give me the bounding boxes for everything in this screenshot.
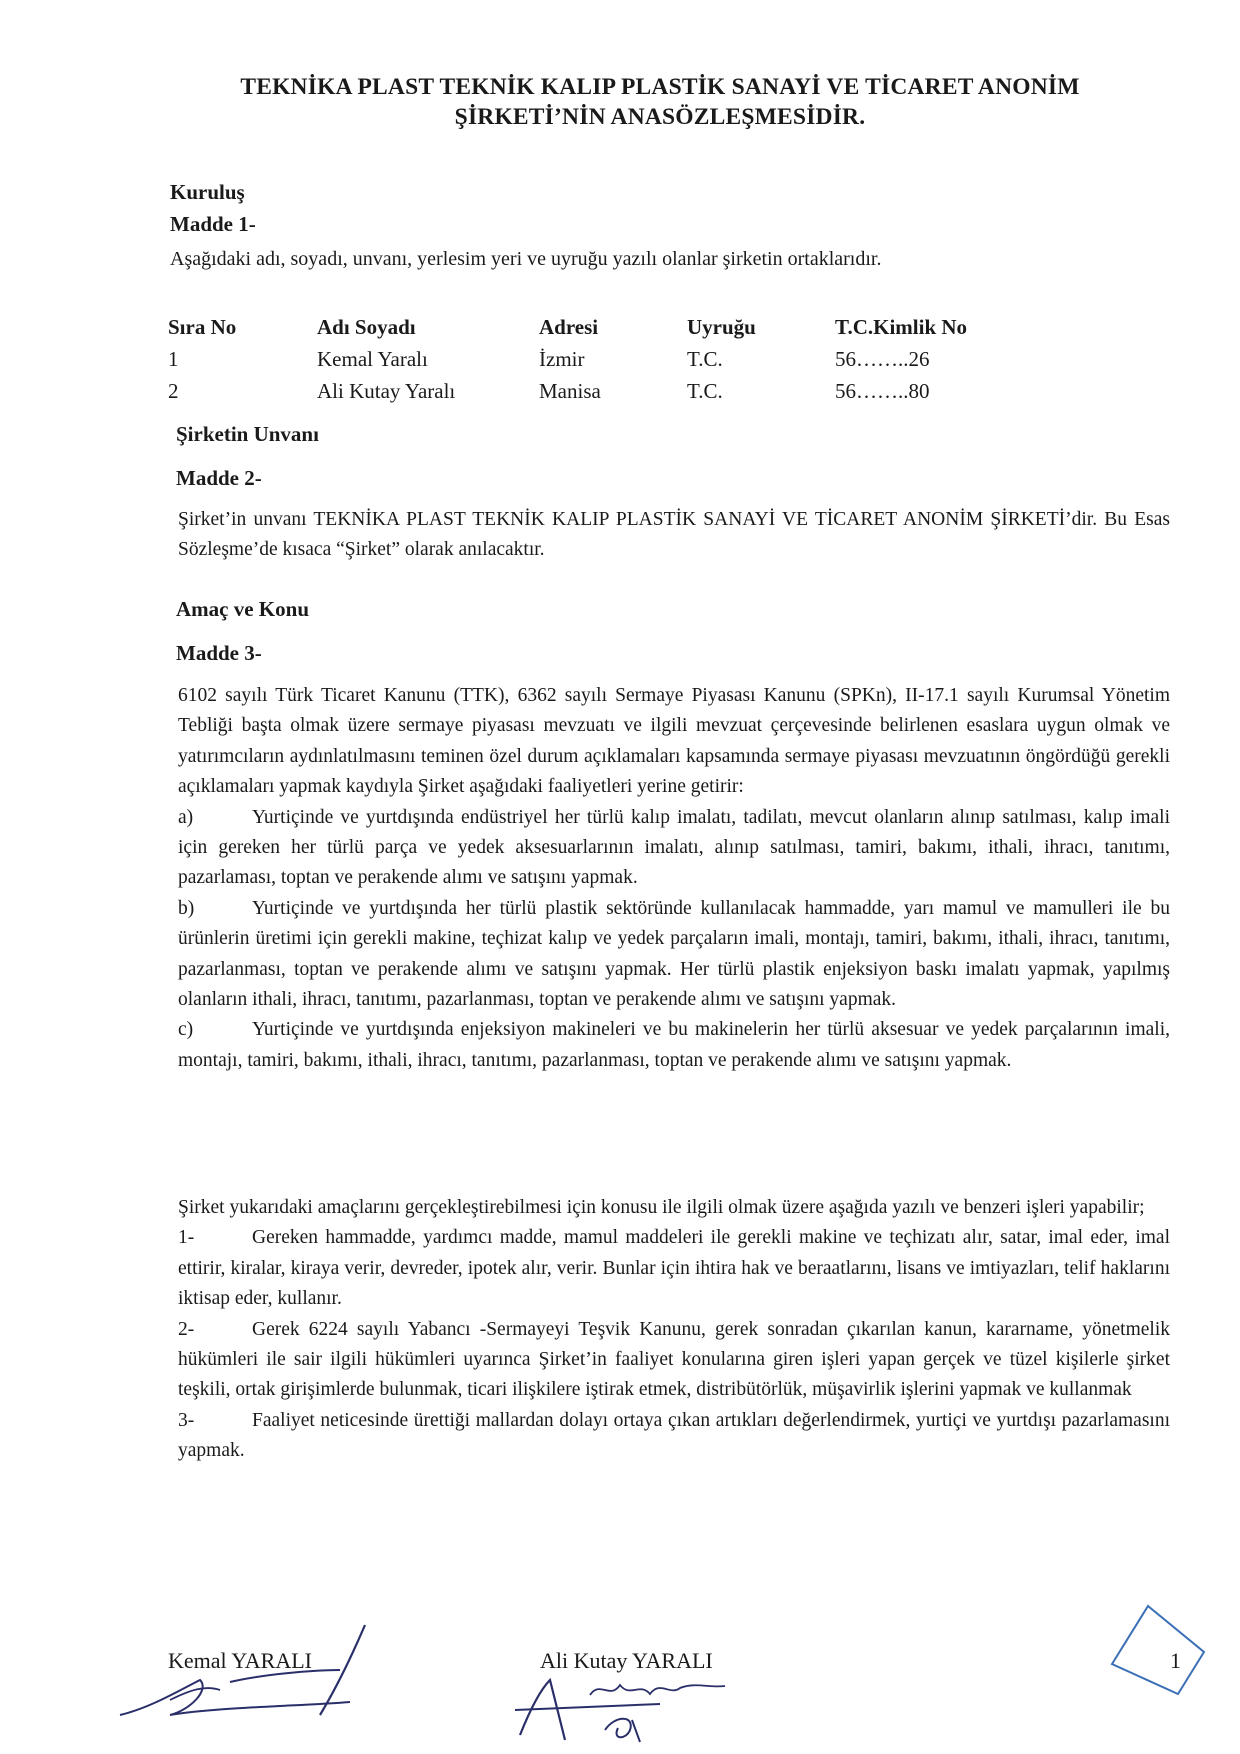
table-cell: İzmir	[539, 346, 585, 371]
table-cell: T.C.	[687, 346, 723, 371]
list-item-text: Gereken hammadde, yardımcı madde, mamul maddeleri ile gerekli makine ve teçhizatı alır, satar, imal eder, imal ettirir, kiralar, kiraya verir, devreder, ipotek alır, verir. Bunlar için ihtira hak ve beraatlarını, lisans ve imtiyazları, telif haklarını iktisap eder, kullanır.	[178, 1227, 1170, 1310]
article-1-label: Madde 1-	[170, 212, 256, 236]
title-line-2: ŞİRKETİ’NİN ANASÖZLEŞMESİDİR.	[454, 104, 866, 130]
article-2-label: Madde 2-	[176, 466, 262, 490]
list-marker: b)	[178, 897, 195, 919]
article-3-secondary	[178, 1193, 1170, 1467]
list-item-text: Yurtiçinde ve yurtdışında enjeksiyon makineleri ve bu makinelerin her türlü aksesuar ve yedek parçalarının imali, montajı, tamiri, bakımı, ithali, ihracı, tanıtımı, pazarlanması, toptan ve perakende alımı ve satışını yapmak.	[178, 1019, 1170, 1071]
article-3-label: Madde 3-	[176, 641, 262, 665]
handwritten-signature-right	[500, 1670, 780, 1750]
column-header: Uyruğu	[687, 314, 756, 339]
list-item	[178, 1015, 1170, 1076]
article-1-intro: Aşağıdaki adı, soyadı, unvanı, yerlesim yeri ve uyruğu yazılı olanlar şirketin ortaklarıdır.	[170, 248, 882, 270]
article-2-text	[178, 505, 1170, 566]
document-title	[160, 72, 1160, 132]
list-marker: a)	[178, 806, 194, 828]
list-item	[178, 1223, 1170, 1314]
secondary-intro: Şirket yukarıdaki amaçlarını gerçekleştirebilmesi için konusu ile ilgili olmak üzere aşağıda yazılı ve benzeri işleri yapabilir;	[178, 1197, 1145, 1218]
list-item	[178, 1406, 1170, 1467]
column-header: Sıra No	[168, 314, 237, 339]
table-cell: 1	[168, 346, 179, 371]
table-cell: Ali Kutay Yaralı	[317, 378, 456, 403]
table-header-row	[168, 311, 1015, 343]
list-marker: 2-	[178, 1318, 195, 1340]
article-3-body	[178, 681, 1170, 1076]
column-header: Adı Soyadı	[317, 314, 416, 339]
table-cell: 56……..26	[835, 346, 930, 371]
section-heading-kurulus: Kuruluş	[170, 180, 245, 204]
signature-name-left: Kemal YARALI	[168, 1648, 312, 1673]
table-row	[168, 343, 1015, 375]
list-item	[178, 1315, 1170, 1406]
list-item	[178, 803, 1170, 894]
table-cell: Kemal Yaralı	[317, 346, 428, 371]
table-cell: T.C.	[687, 378, 723, 403]
section-heading-amac: Amaç ve Konu	[176, 597, 309, 621]
title-line-1: TEKNİKA PLAST TEKNİK KALIP PLASTİK SANAYİ VE TİCARET ANONİM	[240, 74, 1080, 100]
list-item-text: Yurtiçinde ve yurtdışında her türlü plastik sektöründe kullanılacak hammadde, yarı mamul ve mamulleri ile bu ürünlerin üretimi için gerekli makine, teçhizat kalıp ve yedek parçaların imali, montajı, tamiri, bakımı, ithali, ihracı, tanıtımı, pazarlanması, toptan ve perakende alımı ve satışını yapmak. Her türlü plastik enjeksiyon baskı imalatı yapmak, yapılmış olanların ithali, ihracı, tanıtımı, pazarlanması, toptan ve perakende alımı ve satışını yapmak.	[178, 897, 1170, 1011]
list-item-text: Yurtiçinde ve yurtdışında endüstriyel her türlü kalıp imalatı, tadilatı, mevcut olanların alınıp satılması, kalıp imali için gereken her türlü parça ve yedek aksesuarlarının imalatı, alınıp satılması, tamiri, bakımı, ithali, ihracı, tanıtımı, pazarlaması, toptan ve perakende alımı ve satışını yapmak.	[178, 806, 1170, 889]
column-header: T.C.Kimlik No	[835, 314, 968, 339]
article-3-intro: 6102 sayılı Türk Ticaret Kanunu (TTK), 6362 sayılı Sermaye Piyasası Kanunu (SPKn), II-17.1 sayılı Kurumsal Yönetim Tebliği başta olmak üzere sermaye piyasası mevzuatı ve ilgili mevzuat çerçevesinde belirlenen esaslara uygun olmak ve yatırımcıların aydınlatılmasını teminen özel durum açıklamaları kapsamında sermaye piyasası mevzuatının öngördüğü gerekli açıklamaları yapmak kaydıyla Şirket aşağıdaki faaliyetleri yerine getirir:	[178, 685, 1170, 798]
signature-name-right: Ali Kutay YARALI	[540, 1648, 713, 1673]
section-heading-unvan: Şirketin Unvanı	[176, 422, 319, 446]
list-marker: 1-	[178, 1227, 195, 1249]
table-cell: 56……..80	[835, 378, 930, 403]
handwritten-signature-left	[110, 1620, 390, 1730]
page-number-badge	[1108, 1600, 1208, 1700]
article-2-paragraph: Şirket’in unvanı TEKNİKA PLAST TEKNİK KALIP PLASTİK SANAYİ VE TİCARET ANONİM ŞİRKETİ’dir. Bu Esas Sözleşme’de kısaca “Şirket” olarak anılacaktır.	[178, 509, 1170, 561]
page-badge-outline	[1108, 1600, 1208, 1700]
column-header: Adresi	[539, 314, 599, 339]
page-number: 1	[1170, 1648, 1181, 1673]
table-row	[168, 375, 1015, 407]
list-marker: 3-	[178, 1409, 195, 1431]
table-cell: Manisa	[539, 378, 601, 403]
list-marker: c)	[178, 1019, 194, 1041]
list-item-text: Gerek 6224 sayılı Yabancı -Sermayeyi Teşvik Kanunu, gerek sonradan çıkarılan kanun, kararname, yönetmelik hükümleri ile sair ilgili hükümleri uyarınca Şirket’in faaliyet konularına giren işleri yapan gerçek ve tüzel kişilerle şirket teşkili, ortak girişimlerde bulunmak, ticari ilişkilere iştirak etmek, distribütörlük, müşavirlik işlerini yapmak ve kullanmak	[178, 1318, 1170, 1401]
list-item	[178, 894, 1170, 1016]
table-cell: 2	[168, 378, 179, 403]
list-item-text: Faaliyet neticesinde ürettiği mallardan dolayı ortaya çıkan artıkları değerlendirmek, yurtiçi ve yurtdışı pazarlamasını yapmak.	[178, 1409, 1170, 1462]
partners-table	[168, 311, 1015, 407]
